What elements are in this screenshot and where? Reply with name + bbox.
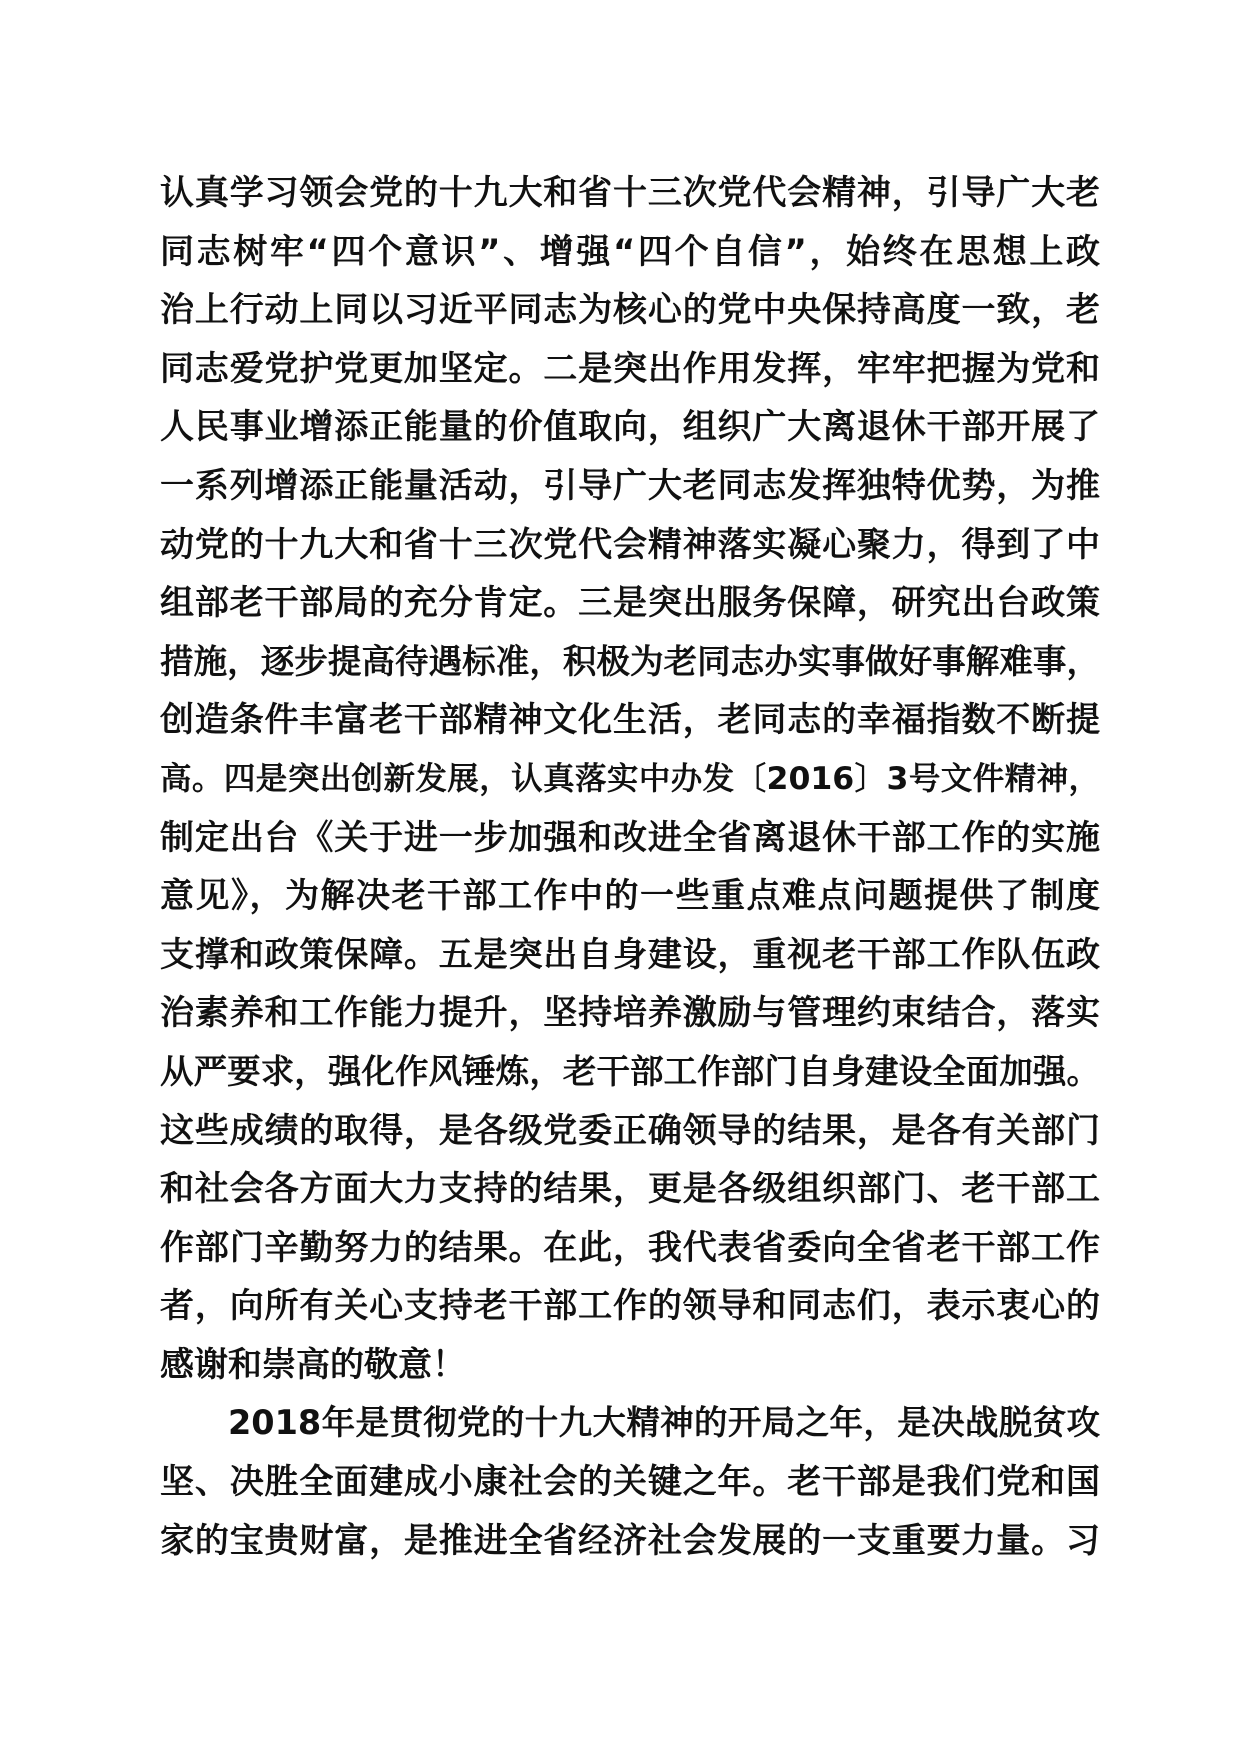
- text-line: 作部门辛勤努力的结果。在此，我代表省委向全省老干部工作: [160, 1227, 1100, 1268]
- text-line: 治素养和工作能力提升，坚持培养激励与管理约束结合，落实: [160, 993, 1100, 1034]
- text-line: 从严要求，强化作风锤炼，老干部工作部门自身建设全面加强。: [160, 1051, 1100, 1091]
- text-line: 措施，逐步提高待遇标准，积极为老同志办实事做好事解难事，: [160, 641, 1100, 681]
- text-line: 一系列增添正能量活动，引导广大老同志发挥独特优势，为推: [160, 465, 1100, 506]
- paragraph-first-line: 2018年是贯彻党的十九大精神的开局之年，是决战脱贫攻: [228, 1403, 1100, 1443]
- text-line: 治上行动上同以习近平同志为核心的党中央保持高度一致，老: [160, 290, 1100, 331]
- text-line: 这些成绩的取得，是各级党委正确领导的结果，是各有关部门: [160, 1110, 1100, 1151]
- text-line: 动党的十九大和省十三次党代会精神落实凝心聚力，得到了中: [160, 524, 1100, 565]
- text-line: 制定出台《关于进一步加强和改进全省离退休干部工作的实施: [160, 817, 1100, 858]
- text-line: 同志树牢“四个意识”、增强“四个自信”，始终在思想上政: [160, 231, 1100, 272]
- text-line: 认真学习领会党的十九大和省十三次党代会精神，引导广大老: [160, 173, 1100, 213]
- text-line: 感谢和崇高的敬意！: [160, 1344, 466, 1385]
- body-text: [160, 164, 1100, 1570]
- text-line: 者，向所有关心支持老干部工作的领导和同志们，表示衷心的: [160, 1286, 1100, 1327]
- text-line: 家的宝贵财富，是推进全省经济社会发展的一支重要力量。习: [160, 1520, 1100, 1561]
- text-line: 支撑和政策保障。五是突出自身建设，重视老干部工作队伍政: [160, 934, 1100, 975]
- text-line: 坚、决胜全面建成小康社会的关键之年。老干部是我们党和国: [160, 1462, 1100, 1503]
- text-line: 意见》，为解决老干部工作中的一些重点难点问题提供了制度: [160, 876, 1100, 917]
- text-line: 和社会各方面大力支持的结果，更是各级组织部门、老干部工: [160, 1169, 1100, 1210]
- text-line: 同志爱党护党更加坚定。二是突出作用发挥，牢牢把握为党和: [160, 348, 1100, 389]
- text-line: 人民事业增添正能量的价值取向，组织广大离退休干部开展了: [160, 407, 1100, 448]
- text-line: 高。四是突出创新发展，认真落实中办发〔2016〕3号文件精神，: [160, 760, 1100, 797]
- text-line: 组部老干部局的充分肯定。三是突出服务保障，研究出台政策: [160, 583, 1100, 624]
- text-line: 创造条件丰富老干部精神文化生活，老同志的幸福指数不断提: [160, 700, 1100, 741]
